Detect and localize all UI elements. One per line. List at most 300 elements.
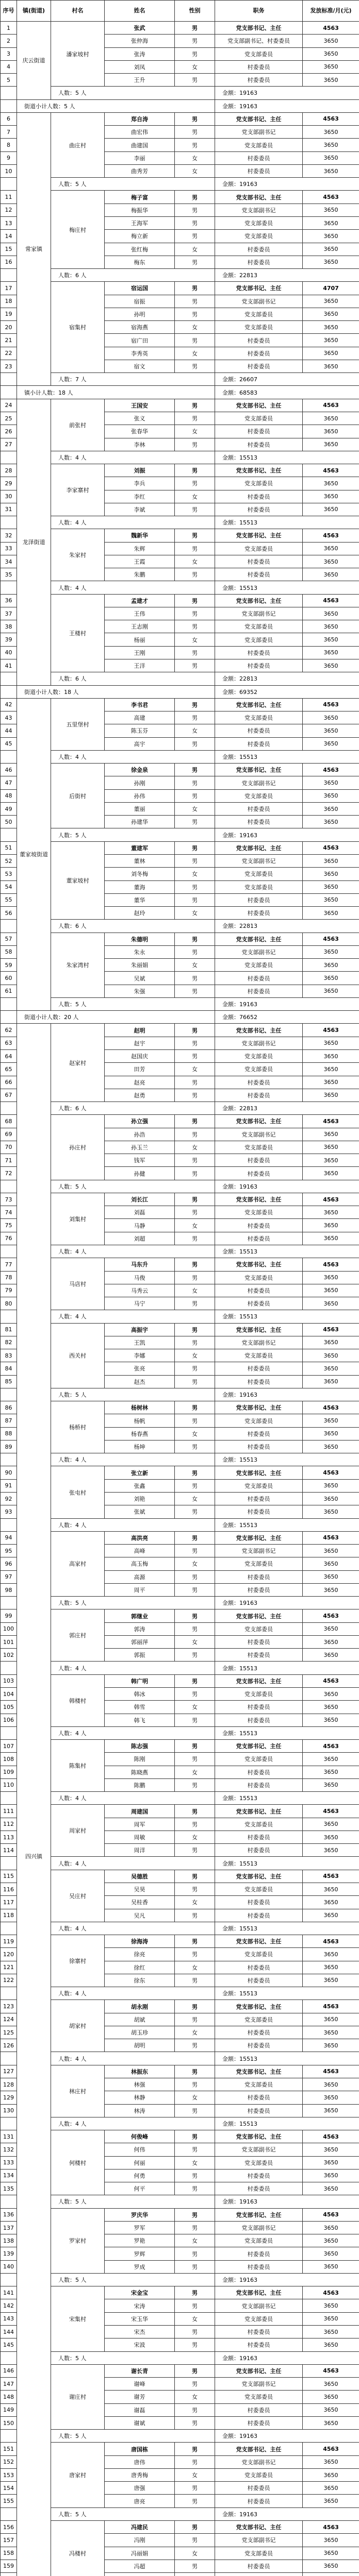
pay-standard: 3650	[303, 1778, 359, 1791]
pay-standard: 4563	[303, 399, 359, 412]
person-name: 韩飞	[105, 1714, 175, 1726]
row-number: 60	[1, 972, 17, 985]
pay-standard: 3650	[303, 737, 359, 750]
position: 党支部书记、主任	[215, 1323, 303, 1336]
row-number: 148	[1, 2391, 17, 2403]
village-subtotal-amount: 金额：19163	[215, 2507, 359, 2520]
village-name: 梅庄村	[51, 191, 105, 269]
person-name: 宿运国	[105, 282, 175, 295]
position: 党支部书记、主任	[215, 399, 303, 412]
pay-standard: 3650	[303, 1766, 359, 1778]
person-name: 林振东	[105, 2065, 175, 2078]
gender: 女	[175, 347, 215, 360]
position: 村委委员	[215, 2247, 303, 2260]
position: 党支部副书记	[215, 2221, 303, 2234]
gender: 女	[175, 1961, 215, 1974]
gender: 男	[175, 1076, 215, 1089]
gender: 女	[175, 490, 215, 503]
person-name: 李娜	[105, 1349, 175, 1362]
position: 党支部书记、主任	[215, 698, 303, 711]
pay-standard: 3650	[303, 2013, 359, 2026]
pay-standard: 3650	[303, 1974, 359, 1987]
village-subtotal-count: 人数：6 人	[51, 920, 215, 933]
pay-standard: 3650	[303, 308, 359, 320]
row-number: 97	[1, 1570, 17, 1583]
pay-standard: 4563	[303, 1024, 359, 1037]
person-name: 刘凤	[105, 60, 175, 73]
table-row	[1, 2364, 359, 2377]
row-number: 77	[1, 1258, 17, 1271]
gender: 女	[175, 1219, 215, 1232]
village-name: 马店村	[51, 1258, 105, 1310]
pay-standard: 4563	[303, 933, 359, 945]
position: 村委委员	[215, 1427, 303, 1440]
pay-standard: 3650	[303, 1688, 359, 1701]
gender: 女	[175, 1557, 215, 1570]
person-name: 李兵	[105, 477, 175, 490]
position: 党支部委员	[215, 2468, 303, 2481]
position: 党支部书记、主任	[215, 1024, 303, 1037]
village-subtotal-count: 人数：4 人	[51, 1987, 215, 2000]
village-subtotal-count: 人数：6 人	[51, 269, 215, 282]
pay-standard: 3650	[303, 1570, 359, 1583]
row-number	[1, 581, 17, 594]
position: 党支部副书记	[215, 204, 303, 216]
table-row	[1, 698, 359, 711]
gender: 男	[175, 1609, 215, 1622]
gender: 男	[175, 1193, 215, 1206]
position: 党支部委员	[215, 1206, 303, 1219]
row-number: 12	[1, 204, 17, 216]
position: 党支部书记、主任	[215, 764, 303, 776]
pay-standard: 3650	[303, 47, 359, 60]
gender: 男	[175, 2247, 215, 2260]
person-name: 赵杰	[105, 1375, 175, 1388]
pay-standard: 3650	[303, 490, 359, 503]
person-name: 唐国栋	[105, 2443, 175, 2455]
village-subtotal-row	[1, 1102, 359, 1115]
person-name: 王伟	[105, 607, 175, 620]
gender: 女	[175, 1701, 215, 1714]
row-number: 107	[1, 1740, 17, 1753]
pay-standard: 3650	[303, 880, 359, 893]
person-name: 赵宇	[105, 1037, 175, 1049]
person-name: 马宁	[105, 1297, 175, 1310]
village-subtotal-amount: 金额：15513	[215, 750, 359, 763]
person-name: 刘超	[105, 1232, 175, 1245]
gender: 男	[175, 1414, 215, 1427]
row-number	[1, 1453, 17, 1466]
position: 党支部委员	[215, 620, 303, 633]
table-row	[1, 2443, 359, 2455]
pay-standard: 3650	[303, 1622, 359, 1635]
gender: 男	[175, 308, 215, 320]
position: 村委委员	[215, 2039, 303, 2052]
gender: 男	[175, 1115, 215, 1128]
position: 党支部书记、主任	[215, 933, 303, 945]
person-name: 何伟	[105, 2143, 175, 2156]
person-name: 杨帆	[105, 1414, 175, 1427]
row-number	[1, 2573, 17, 2576]
header-name: 姓名	[105, 1, 175, 22]
position: 村委委员	[215, 1714, 303, 1726]
village-name: 冯楼村	[51, 2521, 105, 2576]
table-row	[1, 191, 359, 204]
person-name: 张春华	[105, 425, 175, 438]
person-name: 王志刚	[105, 620, 175, 633]
gender: 男	[175, 22, 215, 35]
position: 村委委员	[215, 1649, 303, 1662]
position: 村委委员	[215, 1961, 303, 1974]
row-number: 50	[1, 816, 17, 828]
row-number	[1, 1310, 17, 1323]
table-row	[1, 2208, 359, 2221]
person-name: 唐亮	[105, 2495, 175, 2507]
row-number: 96	[1, 1557, 17, 1570]
pay-standard: 3650	[303, 256, 359, 268]
person-name: 张义	[105, 412, 175, 425]
position: 村委委员	[215, 1076, 303, 1089]
position: 村委委员	[215, 1778, 303, 1791]
pay-standard: 3650	[303, 35, 359, 47]
person-name: 宿广田	[105, 334, 175, 347]
village-subtotal-amount: 金额：15513	[215, 1922, 359, 1935]
position: 党支部委员	[215, 789, 303, 802]
gender: 男	[175, 2338, 215, 2351]
pay-standard: 3650	[303, 438, 359, 451]
person-name: 陈玉芬	[105, 724, 175, 737]
person-name: 孙玉兰	[105, 1141, 175, 1154]
village-subtotal-amount: 金额：22813	[215, 920, 359, 933]
table-row	[1, 2130, 359, 2143]
person-name: 冯建民	[105, 2521, 175, 2534]
village-subtotal-row	[1, 672, 359, 685]
row-number	[1, 2273, 17, 2286]
position: 党支部委员	[215, 216, 303, 229]
position: 党支部书记、主任	[215, 191, 303, 204]
pay-standard: 3650	[303, 907, 359, 920]
person-name: 马秀云	[105, 1284, 175, 1297]
row-number: 30	[1, 490, 17, 503]
gender: 男	[175, 2221, 215, 2234]
pay-standard: 3650	[303, 2091, 359, 2104]
village-subtotal-count: 人数：5 人	[51, 2273, 215, 2286]
row-number	[1, 87, 17, 99]
gender: 男	[175, 1883, 215, 1895]
row-number: 124	[1, 2013, 17, 2026]
row-number: 32	[1, 529, 17, 542]
row-number	[1, 1662, 17, 1674]
row-number	[1, 99, 17, 112]
gender: 男	[175, 1844, 215, 1857]
row-number: 26	[1, 425, 17, 438]
person-name: 唐伟	[105, 2455, 175, 2468]
pay-standard: 3650	[303, 1583, 359, 1596]
table-row	[1, 1805, 359, 1818]
position: 村委委员	[215, 1089, 303, 1101]
person-name: 胡明	[105, 2039, 175, 2052]
pay-standard: 4563	[303, 529, 359, 542]
person-name: 吴斌	[105, 972, 175, 985]
pay-standard: 4563	[303, 464, 359, 477]
person-name: 谢长青	[105, 2364, 175, 2377]
row-number: 39	[1, 633, 17, 646]
person-name: 刘艳	[105, 1493, 175, 1505]
position: 党支部委员	[215, 2547, 303, 2560]
position: 村委委员	[215, 1583, 303, 1596]
table-row	[1, 594, 359, 607]
gender: 女	[175, 1493, 215, 1505]
gender: 男	[175, 1401, 215, 1414]
position: 党支部副书记	[215, 2534, 303, 2547]
person-name: 马俊	[105, 1271, 175, 1284]
village-subtotal-row	[1, 2052, 359, 2065]
row-number: 62	[1, 1024, 17, 1037]
gender: 男	[175, 1805, 215, 1818]
person-name: 何俊峰	[105, 2130, 175, 2143]
row-number	[1, 1597, 17, 1609]
pay-standard: 3650	[303, 2156, 359, 2169]
row-number: 141	[1, 2286, 17, 2299]
gender: 男	[175, 1089, 215, 1101]
position: 党支部书记、主任	[215, 1870, 303, 1883]
row-number: 104	[1, 1688, 17, 1701]
pay-standard: 4563	[303, 1740, 359, 1753]
row-number: 131	[1, 2130, 17, 2143]
village-name: 朱家湾村	[51, 933, 105, 997]
row-number: 93	[1, 1505, 17, 1518]
pay-standard: 3650	[303, 1154, 359, 1167]
table-row	[1, 1024, 359, 1037]
person-name: 韩雪	[105, 1701, 175, 1714]
position: 村委委员	[215, 659, 303, 672]
position: 村委委员	[215, 2560, 303, 2572]
gender: 男	[175, 1167, 215, 1180]
row-number	[1, 1011, 17, 1024]
row-number: 65	[1, 1063, 17, 1076]
pay-standard: 3650	[303, 1883, 359, 1895]
pay-standard: 3650	[303, 164, 359, 177]
person-name: 林强	[105, 2078, 175, 2091]
table-row	[1, 1740, 359, 1753]
gender: 男	[175, 2560, 215, 2572]
position: 村委委员	[215, 1493, 303, 1505]
person-name: 何平	[105, 2182, 175, 2195]
person-name: 孙立强	[105, 1115, 175, 1128]
gender: 男	[175, 2078, 215, 2091]
pay-standard: 3650	[303, 776, 359, 789]
village-subtotal-row	[1, 1857, 359, 1870]
pay-standard: 3650	[303, 1909, 359, 1922]
gender: 男	[175, 985, 215, 997]
pay-standard: 3650	[303, 2104, 359, 2117]
village-subtotal-count: 人数：4 人	[51, 1922, 215, 1935]
position: 村委委员	[215, 972, 303, 985]
village-name: 赵家村	[51, 1024, 105, 1102]
gender: 男	[175, 2286, 215, 2299]
village-name: 五里堡村	[51, 698, 105, 750]
village-subtotal-count: 人数：5 人	[51, 178, 215, 191]
position: 党支部书记、主任	[215, 282, 303, 295]
row-number: 121	[1, 1961, 17, 1974]
person-name: 罗成	[105, 2260, 175, 2273]
row-number: 103	[1, 1674, 17, 1687]
person-name: 罗军	[105, 2221, 175, 2234]
person-name: 胡玉珍	[105, 2026, 175, 2039]
village-subtotal-row	[1, 2507, 359, 2520]
gender: 女	[175, 1635, 215, 1648]
row-number: 70	[1, 1141, 17, 1154]
person-name: 董建军	[105, 841, 175, 854]
gender: 男	[175, 1323, 215, 1336]
row-number: 100	[1, 1622, 17, 1635]
pay-standard: 3650	[303, 60, 359, 73]
row-number: 58	[1, 945, 17, 958]
village-subtotal-count: 人数：4 人	[51, 1245, 215, 1258]
row-number: 37	[1, 607, 17, 620]
town-subtotal-count: 镇小计人数：18 人	[17, 386, 215, 399]
village-subtotal-row	[1, 178, 359, 191]
town-subtotal-row	[1, 685, 359, 698]
row-number: 94	[1, 1531, 17, 1544]
row-number: 72	[1, 1167, 17, 1180]
gender: 男	[175, 1206, 215, 1219]
row-number: 120	[1, 1948, 17, 1961]
row-number: 128	[1, 2078, 17, 2091]
village-name: 董家坡村	[51, 841, 105, 920]
gender: 男	[175, 2378, 215, 2391]
gender: 男	[175, 1818, 215, 1831]
position: 党支部书记、主任	[215, 2065, 303, 2078]
row-number: 83	[1, 1349, 17, 1362]
pay-standard: 3650	[303, 216, 359, 229]
person-name: 何勇	[105, 2169, 175, 2182]
header-town: 镇(街道)	[17, 1, 51, 22]
row-number: 133	[1, 2156, 17, 2169]
row-number: 45	[1, 737, 17, 750]
position: 党支部委员	[215, 1349, 303, 1362]
pay-standard: 3650	[303, 1167, 359, 1180]
gender: 男	[175, 1545, 215, 1557]
position: 村委委员	[215, 2169, 303, 2182]
row-number: 90	[1, 1466, 17, 1479]
pay-standard: 3650	[303, 1961, 359, 1974]
row-number: 79	[1, 1284, 17, 1297]
pay-standard: 4563	[303, 1870, 359, 1883]
gender: 男	[175, 464, 215, 477]
pay-standard: 3650	[303, 2026, 359, 2039]
town-subtotal-count: 街道小计人数：5 人	[17, 99, 215, 112]
person-name: 张斌	[105, 1505, 175, 1518]
village-subtotal-row	[1, 2195, 359, 2208]
gender: 男	[175, 2039, 215, 2052]
row-number: 55	[1, 893, 17, 906]
position: 村委委员	[215, 1505, 303, 1518]
village-subtotal-row	[1, 1597, 359, 1609]
row-number: 87	[1, 1414, 17, 1427]
pay-standard: 3650	[303, 2468, 359, 2481]
village-subtotal-row	[1, 1310, 359, 1323]
position: 党支部委员	[215, 1479, 303, 1492]
village-subtotal-amount: 金额：19163	[215, 2195, 359, 2208]
town-name: 四兴镇	[17, 1024, 51, 2576]
pay-standard: 3650	[303, 243, 359, 256]
town-name: 庆云街道	[17, 22, 51, 100]
row-number: 105	[1, 1701, 17, 1714]
row-number: 35	[1, 568, 17, 581]
village-name: 潘家坡村	[51, 22, 105, 87]
village-subtotal-amount: 金额：15513	[215, 1987, 359, 2000]
row-number: 10	[1, 164, 17, 177]
pay-standard: 3650	[303, 1297, 359, 1310]
position: 村委委员	[215, 2104, 303, 2117]
position: 党支部书记、主任	[215, 1258, 303, 1271]
row-number: 14	[1, 230, 17, 243]
pay-standard: 3650	[303, 2039, 359, 2052]
position: 村委委员	[215, 737, 303, 750]
row-number: 117	[1, 1896, 17, 1909]
row-number: 153	[1, 2468, 17, 2481]
gender: 男	[175, 2521, 215, 2534]
row-number	[1, 750, 17, 763]
person-name: 刘长江	[105, 1193, 175, 1206]
pay-standard: 4563	[303, 2364, 359, 2377]
village-subtotal-row	[1, 516, 359, 529]
row-number: 75	[1, 1219, 17, 1232]
pay-standard: 3650	[303, 2495, 359, 2507]
village-subtotal-count: 人数：4 人	[51, 451, 215, 464]
town-subtotal-row	[1, 99, 359, 112]
village-subtotal-amount: 金额：19163	[215, 2430, 359, 2443]
row-number: 33	[1, 542, 17, 555]
position: 村委委员	[215, 347, 303, 360]
person-name: 董林	[105, 855, 175, 868]
position: 党支部副书记	[215, 2378, 303, 2391]
person-name: 赵国庆	[105, 1049, 175, 1062]
pay-standard: 3650	[303, 802, 359, 815]
pay-standard: 4563	[303, 1193, 359, 1206]
row-number: 127	[1, 2065, 17, 2078]
gender: 女	[175, 60, 215, 73]
village-subtotal-count: 人数：4 人	[51, 581, 215, 594]
position: 党支部副书记、村委委员	[215, 35, 303, 47]
pay-standard: 4563	[303, 841, 359, 854]
gender: 男	[175, 1271, 215, 1284]
gender: 男	[175, 2208, 215, 2221]
gender: 男	[175, 191, 215, 204]
village-subtotal-row	[1, 920, 359, 933]
row-number	[1, 2195, 17, 2208]
village-subtotal-count: 人数：4 人	[51, 1310, 215, 1323]
pay-standard: 3650	[303, 1844, 359, 1857]
gender: 男	[175, 1440, 215, 1453]
row-number: 102	[1, 1649, 17, 1662]
row-number: 21	[1, 334, 17, 347]
gender: 男	[175, 2403, 215, 2416]
pay-standard: 3650	[303, 2416, 359, 2429]
gender: 女	[175, 151, 215, 164]
person-name: 马东升	[105, 1258, 175, 1271]
position: 村委委员	[215, 164, 303, 177]
pay-standard: 3650	[303, 1349, 359, 1362]
person-name: 李丽	[105, 151, 175, 164]
pay-standard: 4563	[303, 2286, 359, 2299]
row-number	[1, 269, 17, 282]
row-number: 118	[1, 1909, 17, 1922]
row-number	[1, 2117, 17, 2130]
row-number: 48	[1, 789, 17, 802]
gender: 男	[175, 1362, 215, 1375]
